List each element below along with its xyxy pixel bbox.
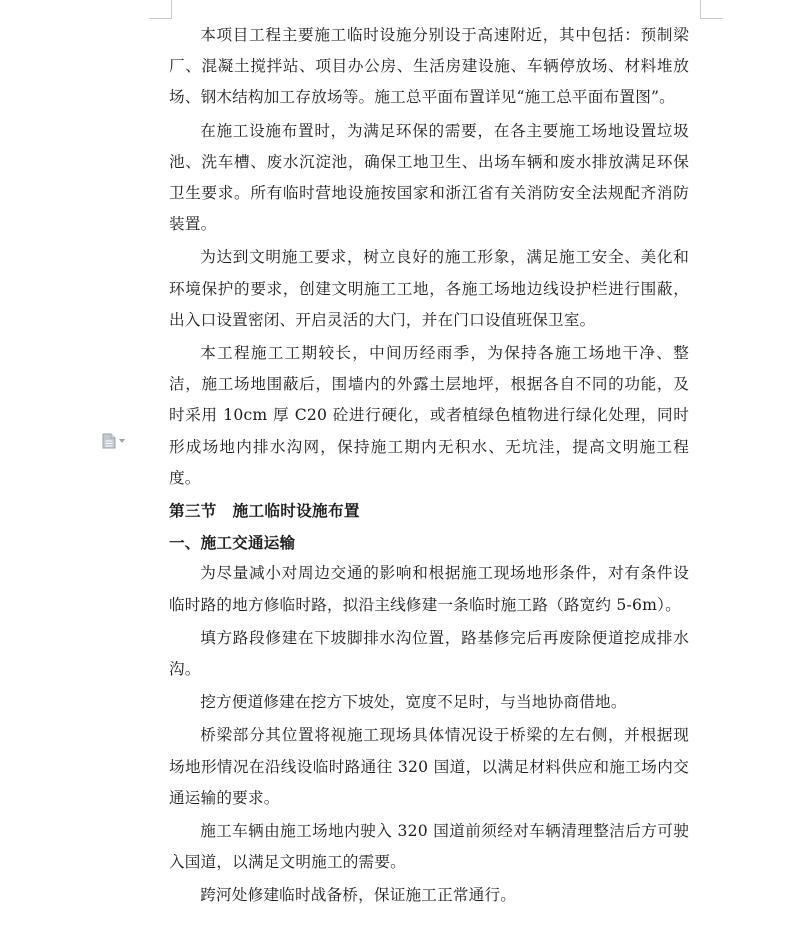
body-paragraph: 桥梁部分其位置将视施工现场具体情况设于桥梁的左右侧，并根据现场地形情况在沿线设临时路通往 320 国道，以满足材料供应和施工场内交通运输的要求。	[169, 726, 689, 807]
section-heading: 第三节 施工临时设施布置	[169, 502, 360, 521]
body-paragraph: 为尽量减小对周边交通的影响和根据施工现场地形条件，对有条件设临时路的地方修临时路，拟沿主线修建一条临时施工路（路宽约 5-6m）。	[169, 564, 689, 614]
chevron-down-icon	[119, 439, 125, 443]
document-body	[169, 20, 689, 914]
top-left-margin-mark	[149, 0, 172, 19]
body-paragraph: 跨河处修建临时战备桥，保证施工正常通行。	[200, 886, 517, 905]
document-icon	[102, 433, 116, 449]
body-paragraph: 在施工设施布置时，为满足环保的需要，在各主要施工场地设置垃圾池、洗车槽、废水沉淀池，确保工地卫生、出场车辆和废水排放满足环保卫生要求。所有临时营地设施按国家和浙江省有关消防安全法规配齐消防装置。	[169, 121, 689, 234]
body-paragraph: 为达到文明施工要求，树立良好的施工形象，满足施工安全、美化和环境保护的要求，创建文明施工工地，各施工场地边线设护栏进行围蔽，出入口设置密闭、开启灵活的大门，并在门口设值班保卫室。	[169, 248, 689, 329]
body-paragraph: 挖方便道修建在挖方下坡处，宽度不足时，与当地协商借地。	[200, 693, 627, 712]
body-paragraph: 本工程施工工期较长，中间历经雨季，为保持各施工场地干净、整洁，施工场地围蔽后，围墙内的外露土层地坪，根据各自不同的功能，及时采用 10cm 厚 C20 砼进行硬化，或者植绿色植物进行绿化处理，同时形成场地内排水沟网，保持施工期内无积水、无坑洼，提高文明施工程度。	[169, 344, 689, 487]
body-paragraph: 填方路段修建在下坡脚排水沟位置，路基修完后再废除便道挖成排水沟。	[169, 628, 689, 679]
subsection-heading: 一、施工交通运输	[169, 533, 296, 553]
document-options-icon[interactable]	[102, 432, 132, 450]
top-right-margin-mark	[700, 0, 723, 19]
body-paragraph: 施工车辆由施工场地内驶入 320 国道前须经对车辆清理整洁后方可驶入国道，以满足文明施工的需要。	[169, 822, 689, 872]
body-paragraph: 本项目工程主要施工临时设施分别设于高速附近，其中包括：预制梁厂、混凝土搅拌站、项目办公房、生活房建设施、车辆停放场、材料堆放场、钢木结构加工存放场等。施工总平面布置详见“施工总平面布置图”。	[169, 26, 689, 107]
